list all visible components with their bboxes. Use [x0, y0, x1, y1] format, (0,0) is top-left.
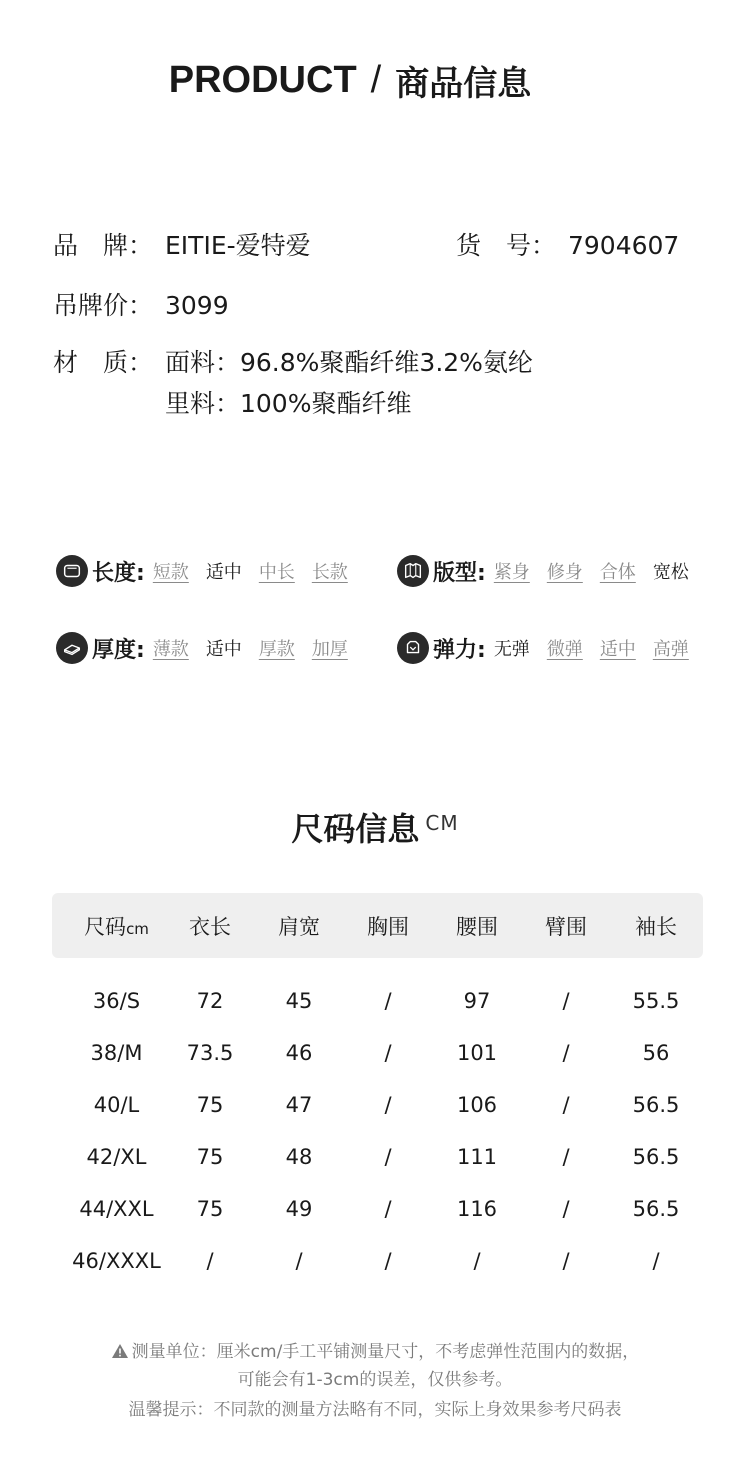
- attr-option: 薄款: [152, 639, 189, 660]
- attr-option-selected: 无弹: [493, 639, 530, 660]
- note-text-1: 测量单位：厘米cm/手工平铺测量尺寸，不考虑弹性范围内的数据，: [131, 1342, 640, 1362]
- header-size-unit: cm: [126, 919, 149, 938]
- attr-label: 版型:: [433, 560, 486, 586]
- table-cell: 75: [196, 1145, 224, 1169]
- brand-row: [53, 226, 311, 262]
- warning-icon: [111, 1343, 129, 1359]
- table-cell: 44/XXL: [79, 1197, 154, 1221]
- attr-option: 微弹: [546, 639, 583, 660]
- header-chest: 胸围: [367, 914, 409, 939]
- table-cell: /: [652, 1249, 660, 1273]
- attr-fit: [397, 554, 689, 588]
- item-no-row: [456, 226, 679, 262]
- size-title-text: 尺码信息: [291, 810, 420, 848]
- table-cell: /: [384, 1093, 392, 1117]
- attr-option: 短款: [152, 562, 189, 583]
- table-row: [52, 1085, 703, 1125]
- table-cell: 46: [285, 1041, 313, 1065]
- header-size: 尺码cm: [84, 914, 149, 939]
- header-waist: 腰围: [456, 914, 498, 939]
- attr-option: 长款: [311, 562, 348, 583]
- header-length: 衣长: [189, 914, 231, 939]
- table-cell: 56.5: [632, 1093, 680, 1117]
- tip-note: 温馨提示：不同款的测量方法略有不同，实际上身效果参考尺码表: [128, 1400, 622, 1420]
- table-cell: 38/M: [90, 1041, 143, 1065]
- table-row: [52, 1241, 703, 1281]
- length-icon: [56, 555, 88, 587]
- table-cell: /: [562, 989, 570, 1013]
- table-cell: /: [384, 1249, 392, 1273]
- header-shoulder: 肩宽: [278, 914, 320, 939]
- price-value: 3099: [165, 291, 229, 320]
- header-arm: 臂围: [545, 914, 587, 939]
- table-cell: 46/XXXL: [72, 1249, 161, 1273]
- material-row: [53, 343, 533, 379]
- table-cell: /: [295, 1249, 303, 1273]
- price-row: [53, 286, 229, 322]
- size-section-title: [0, 804, 750, 850]
- item-no-label: 货 号：: [456, 231, 557, 260]
- material-row-2: [165, 384, 411, 420]
- measurement-note-line-1: [0, 1337, 750, 1362]
- table-cell: /: [562, 1249, 570, 1273]
- attr-length: [56, 554, 348, 588]
- attr-option-selected: 宽松: [652, 562, 689, 583]
- measurement-note-line-2: 可能会有1-3cm的误差，仅供参考。: [237, 1370, 513, 1390]
- table-cell: 73.5: [186, 1041, 234, 1065]
- attr-option: 中长: [258, 562, 295, 583]
- attr-option: 合体: [599, 562, 636, 583]
- price-label: 吊牌价：: [53, 291, 154, 320]
- table-cell: 97: [463, 989, 491, 1013]
- table-cell: 116: [456, 1197, 498, 1221]
- table-cell: /: [384, 1197, 392, 1221]
- size-table-header: [52, 893, 703, 958]
- table-cell: 111: [456, 1145, 498, 1169]
- table-cell: 47: [285, 1093, 313, 1117]
- table-row: [52, 1033, 703, 1073]
- table-cell: 55.5: [632, 989, 680, 1013]
- attr-label: 弹力:: [433, 637, 486, 663]
- table-cell: 75: [196, 1093, 224, 1117]
- table-cell: 36/S: [92, 989, 141, 1013]
- table-cell: /: [562, 1145, 570, 1169]
- title-separator: /: [370, 59, 382, 101]
- brand-value: EITIE-爱特爱: [165, 231, 311, 260]
- attr-option: 厚款: [258, 639, 295, 660]
- table-cell: 56.5: [632, 1145, 680, 1169]
- title-en: PRODUCT: [168, 59, 357, 101]
- table-cell: /: [384, 989, 392, 1013]
- table-cell: 101: [456, 1041, 498, 1065]
- attr-option-selected: 适中: [205, 562, 242, 583]
- table-cell: 106: [456, 1093, 498, 1117]
- material-line-1: 面料：96.8%聚酯纤维3.2%氨纶: [165, 348, 533, 377]
- attr-label: 长度:: [92, 560, 145, 586]
- table-cell: /: [473, 1249, 481, 1273]
- table-cell: 45: [285, 989, 313, 1013]
- table-row: [52, 1137, 703, 1177]
- table-cell: 40/L: [93, 1093, 140, 1117]
- material-label: 材 质：: [53, 348, 154, 377]
- attr-option: 紧身: [493, 562, 530, 583]
- table-cell: 72: [196, 989, 224, 1013]
- page-title: [0, 56, 700, 105]
- attr-option-selected: 适中: [205, 639, 242, 660]
- table-cell: 48: [285, 1145, 313, 1169]
- table-cell: /: [562, 1093, 570, 1117]
- table-cell: 49: [285, 1197, 313, 1221]
- title-zh: 商品信息: [395, 65, 532, 103]
- table-cell: 42/XL: [86, 1145, 147, 1169]
- material-line-2: 里料：100%聚酯纤维: [165, 389, 412, 418]
- item-no-value: 7904607: [568, 231, 680, 260]
- attr-option: 修身: [546, 562, 583, 583]
- attr-elasticity: [397, 631, 689, 665]
- attr-option: 适中: [599, 639, 636, 660]
- thickness-icon: [56, 632, 88, 664]
- table-row: [52, 981, 703, 1021]
- brand-label: 品 牌：: [53, 231, 154, 260]
- fit-icon: [397, 555, 429, 587]
- table-cell: /: [384, 1145, 392, 1169]
- attr-option: 高弹: [652, 639, 689, 660]
- table-row: [52, 1189, 703, 1229]
- header-sleeve: 袖长: [635, 914, 677, 939]
- table-cell: 56.5: [632, 1197, 680, 1221]
- table-cell: /: [562, 1041, 570, 1065]
- elasticity-icon: [397, 632, 429, 664]
- attr-option: 加厚: [311, 639, 348, 660]
- table-cell: 56: [642, 1041, 670, 1065]
- table-cell: /: [562, 1197, 570, 1221]
- table-cell: /: [384, 1041, 392, 1065]
- table-cell: 75: [196, 1197, 224, 1221]
- size-title-unit: CM: [425, 811, 459, 835]
- attr-label: 厚度:: [92, 637, 145, 663]
- attr-thickness: [56, 631, 348, 665]
- table-cell: /: [206, 1249, 214, 1273]
